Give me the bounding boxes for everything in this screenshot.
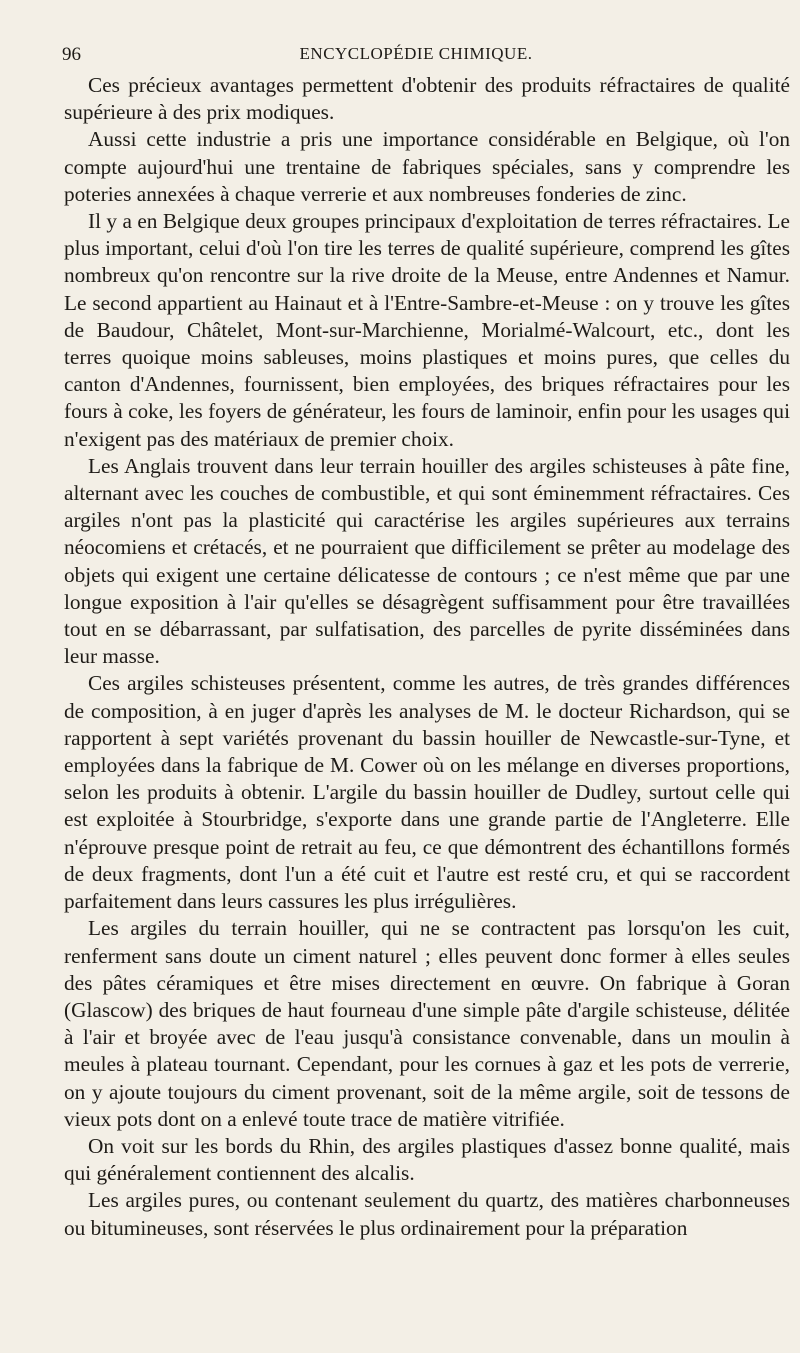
paragraph: Les argiles du terrain houiller, qui ne se contractent pas lorsqu'on les cuit, renferment sans doute un ciment naturel ; elles peuvent donc former à elles seules des pâtes céramiques et être mises directement en œuvre. On fabrique à Goran (Glascow) des briques de haut fourneau d'une simple pâte d'argile schisteuse, délitée à l'air et broyée avec de l'eau jusqu'à consistance convenable, dans un moulin à meules à plateau tournant. Cependant, pour les cornues à gaz et les pots de verrerie, on y ajoute toujours du ciment provenant, soit de la même argile, soit de tessons de vieux pots dont on a enlevé toute trace de matière vitrifiée. [64, 916, 790, 1131]
body-text [64, 72, 790, 1242]
paragraph: Il y a en Belgique deux groupes principaux d'exploitation de terres réfractaires. Le plus important, celui d'où l'on tire les terres de qualité supérieure, comprend les gîtes nombreux qu'on rencontre sur la rive droite de la Meuse, entre Andennes et Namur. Le second appartient au Hainaut et à l'Entre-Sambre-et-Meuse : on y trouve les gîtes de Baudour, Châtelet, Mont-sur-Marchienne, Morialmé-Walcourt, etc., dont les terres quoique moins sableuses, moins plastiques et moins pures, que celles du canton d'Andennes, fournissent, bien employées, des briques réfractaires pour les fours à coke, les foyers de générateur, les fours de laminoir, enfin pour les usages qui n'exigent pas des matériaux de premier choix. [64, 209, 790, 451]
running-title: ENCYCLOPÉDIE CHIMIQUE. [299, 44, 533, 63]
page-header [62, 44, 770, 70]
paragraph: Les argiles pures, ou contenant seulement du quartz, des matières charbonneuses ou bitumineuses, sont réservées le plus ordinairement pour la préparation [64, 1188, 790, 1240]
paragraph: Ces argiles schisteuses présentent, comme les autres, de très grandes différences de composition, à en juger d'après les analyses de M. le docteur Richardson, qui se rapportent à sept variétés provenant du bassin houiller de Newcastle-sur-Tyne, et employées dans la fabrique de M. Cower où on les mélange en diverses proportions, selon les produits à obtenir. L'argile du bassin houiller de Dudley, surtout celle qui est exploitée à Stourbridge, s'exporte dans une grande partie de l'Angleterre. Elle n'éprouve presque point de retrait au feu, ce que démontrent des échantillons formés de deux fragments, dont l'un a été cuit et l'autre est resté cru, et qui se raccordent parfaitement dans leurs cassures les plus irrégulières. [64, 671, 790, 914]
paragraph: Aussi cette industrie a pris une importance considérable en Belgique, où l'on compte aujourd'hui une trentaine de fabriques spéciales, sans y comprendre les poteries annexées à chaque verrerie et aux nombreuses fonderies de zinc. [64, 127, 790, 206]
paragraph: Les Anglais trouvent dans leur terrain houiller des argiles schisteuses à pâte fine, alternant avec les couches de combustible, et qui sont éminemment réfractaires. Ces argiles n'ont pas la plasticité qui caractérise les argiles supérieures aux terrains néocomiens et crétacés, et ne pourraient que difficilement se prêter au modelage des objets qui exigent une certaine délicatesse de contours ; ce n'est même que par une longue exposition à l'air qu'elles se désagrègent suffisamment pour être travaillées tout en se débarrassant, par sulfatisation, des parcelles de pyrite disséminées dans leur masse. [64, 453, 790, 669]
paragraph: Ces précieux avantages permettent d'obtenir des produits réfractaires de qualité supérieure à des prix modiques. [64, 73, 790, 125]
page-number: 96 [62, 44, 81, 65]
paragraph: On voit sur les bords du Rhin, des argiles plastiques d'assez bonne qualité, mais qui généralement contiennent des alcalis. [64, 1133, 790, 1186]
